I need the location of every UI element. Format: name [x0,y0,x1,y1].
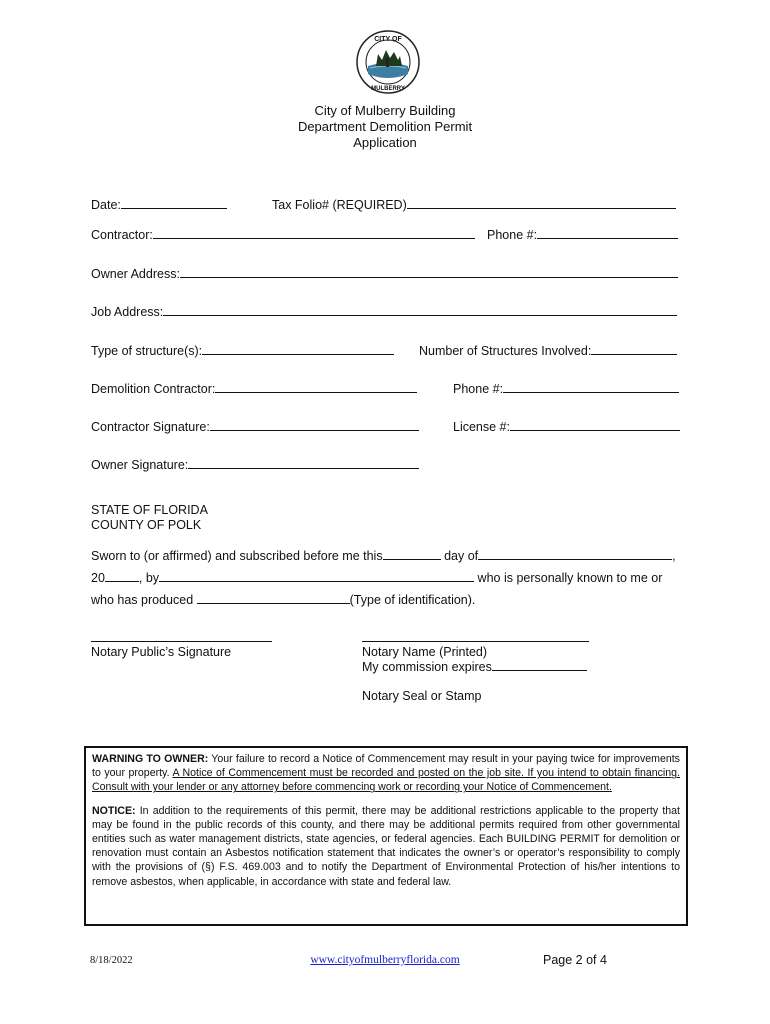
website-link[interactable]: www.cityofmulberryflorida.com [310,954,460,966]
contractor-signature-label: Contractor Signature: [91,420,210,434]
title-line-3: Application [353,135,417,150]
owner-address-field[interactable] [91,267,678,281]
tax-folio-field[interactable] [272,198,676,212]
year-input-line[interactable] [105,571,139,582]
phone2-label: Phone #: [453,382,504,396]
date-field[interactable] [91,198,227,212]
produced-line [91,593,475,607]
day-of-text: day of [444,549,479,563]
phone-input-line[interactable] [537,228,678,239]
warning-box [84,746,688,926]
commission-label: My commission expires [362,660,492,674]
footer-date: 8/18/2022 [90,955,133,966]
notary-name-label: Notary Name (Printed) [362,645,488,659]
date-label: Date: [91,198,121,212]
document-title [0,103,770,151]
by-line [91,571,662,585]
contractor-signature-input-line[interactable] [210,420,419,431]
demolition-contractor-label: Demolition Contractor: [91,382,216,396]
day-input-line[interactable] [383,549,441,560]
commission-field[interactable] [362,660,587,674]
notice-text: In addition to the requirements of this permit, there may be additional restrictions applicable to the property that may be found in the public records of this county, and there may be additional permits required from other governmental entities such as water management districts, state agencies, or federal agencies. Each BUILDING PERMIT for demolition or renovation must contain an Asbestos notification statement that indicates the owner’s or operator’s responsibility to comply with the provisions of (§) F.S. 469.003 and to notify the Department of Environmental Protection of his/her intentions to remove asbestos, when applicable, in accordance with state and federal law. [92,804,680,888]
who-produced-text: who has produced [91,593,194,607]
owner-address-input-line[interactable] [180,267,678,278]
warning-underlined-text: A Notice of Commencement must be recorded and posted on the job site. If you intend to obtain financing. Consult with your lender or any attorney before commencing work or recording your Notice of Commencement. [92,767,680,794]
notary-signature-label: Notary Public’s Signature [91,645,232,659]
notary-signature-line[interactable] [91,641,272,642]
owner-address-label: Owner Address: [91,267,180,281]
commission-input-line[interactable] [492,660,587,671]
warning-heading: WARNING TO OWNER: [92,753,209,765]
title-line-2: Department Demolition Permit [297,119,473,134]
city-seal-logo [356,30,420,94]
phone2-input-line[interactable] [503,382,679,393]
job-address-label: Job Address: [91,305,164,319]
num-structures-label: Number of Structures Involved: [419,344,592,358]
svg-text:MULBERRY: MULBERRY [371,86,405,92]
structure-type-field[interactable] [91,344,394,358]
tax-folio-input-line[interactable] [407,198,676,209]
notary-seal-label: Notary Seal or Stamp [362,689,482,703]
tax-folio-label: Tax Folio# (REQUIRED) [272,198,407,212]
date-input-line[interactable] [121,198,227,209]
job-address-input-line[interactable] [163,305,677,316]
structure-type-label: Type of structure(s): [91,344,203,358]
license-field[interactable] [453,420,680,434]
contractor-field[interactable] [91,228,475,242]
personally-known-text: who is personally known to me or [477,571,663,585]
by-name-input-line[interactable] [159,571,474,582]
county-text: COUNTY OF POLK [91,518,202,532]
sworn-line [91,549,676,563]
demolition-contractor-field[interactable] [91,382,417,396]
year-prefix: 20 [91,571,105,585]
notary-venue [91,503,208,533]
svg-text:CITY OF: CITY OF [374,36,402,43]
phone-field[interactable] [487,228,678,242]
owner-signature-label: Owner Signature: [91,458,189,472]
contractor-input-line[interactable] [153,228,475,239]
title-line-1: City of Mulberry Building [314,103,456,118]
identification-input-line[interactable] [197,593,350,604]
warning-text: Your failure to record a Notice of Commencement may result in your paying twice for improvements to your property. [92,753,680,780]
contractor-signature-field[interactable] [91,420,419,434]
num-structures-input-line[interactable] [591,344,677,355]
month-input-line[interactable] [478,549,672,560]
num-structures-field[interactable] [419,344,677,358]
contractor-label: Contractor: [91,228,153,242]
license-input-line[interactable] [510,420,680,431]
type-of-id-text: (Type of identification). [349,593,476,607]
comma-text: , [672,549,676,563]
owner-signature-input-line[interactable] [188,458,419,469]
owner-signature-field[interactable] [91,458,419,472]
demolition-contractor-input-line[interactable] [215,382,417,393]
license-label: License #: [453,420,510,434]
sworn-text: Sworn to (or affirmed) and subscribed before me this [91,549,383,563]
page-number: Page 2 of 4 [543,953,607,967]
warning-paragraph [92,752,680,795]
by-text: , by [138,571,160,585]
job-address-field[interactable] [91,305,677,319]
notice-paragraph [92,804,680,889]
phone2-field[interactable] [453,382,679,396]
structure-type-input-line[interactable] [202,344,394,355]
notice-heading: NOTICE: [92,804,136,817]
notary-name-line[interactable] [362,641,589,642]
state-text: STATE OF FLORIDA [91,503,208,517]
phone-label: Phone #: [487,228,538,242]
